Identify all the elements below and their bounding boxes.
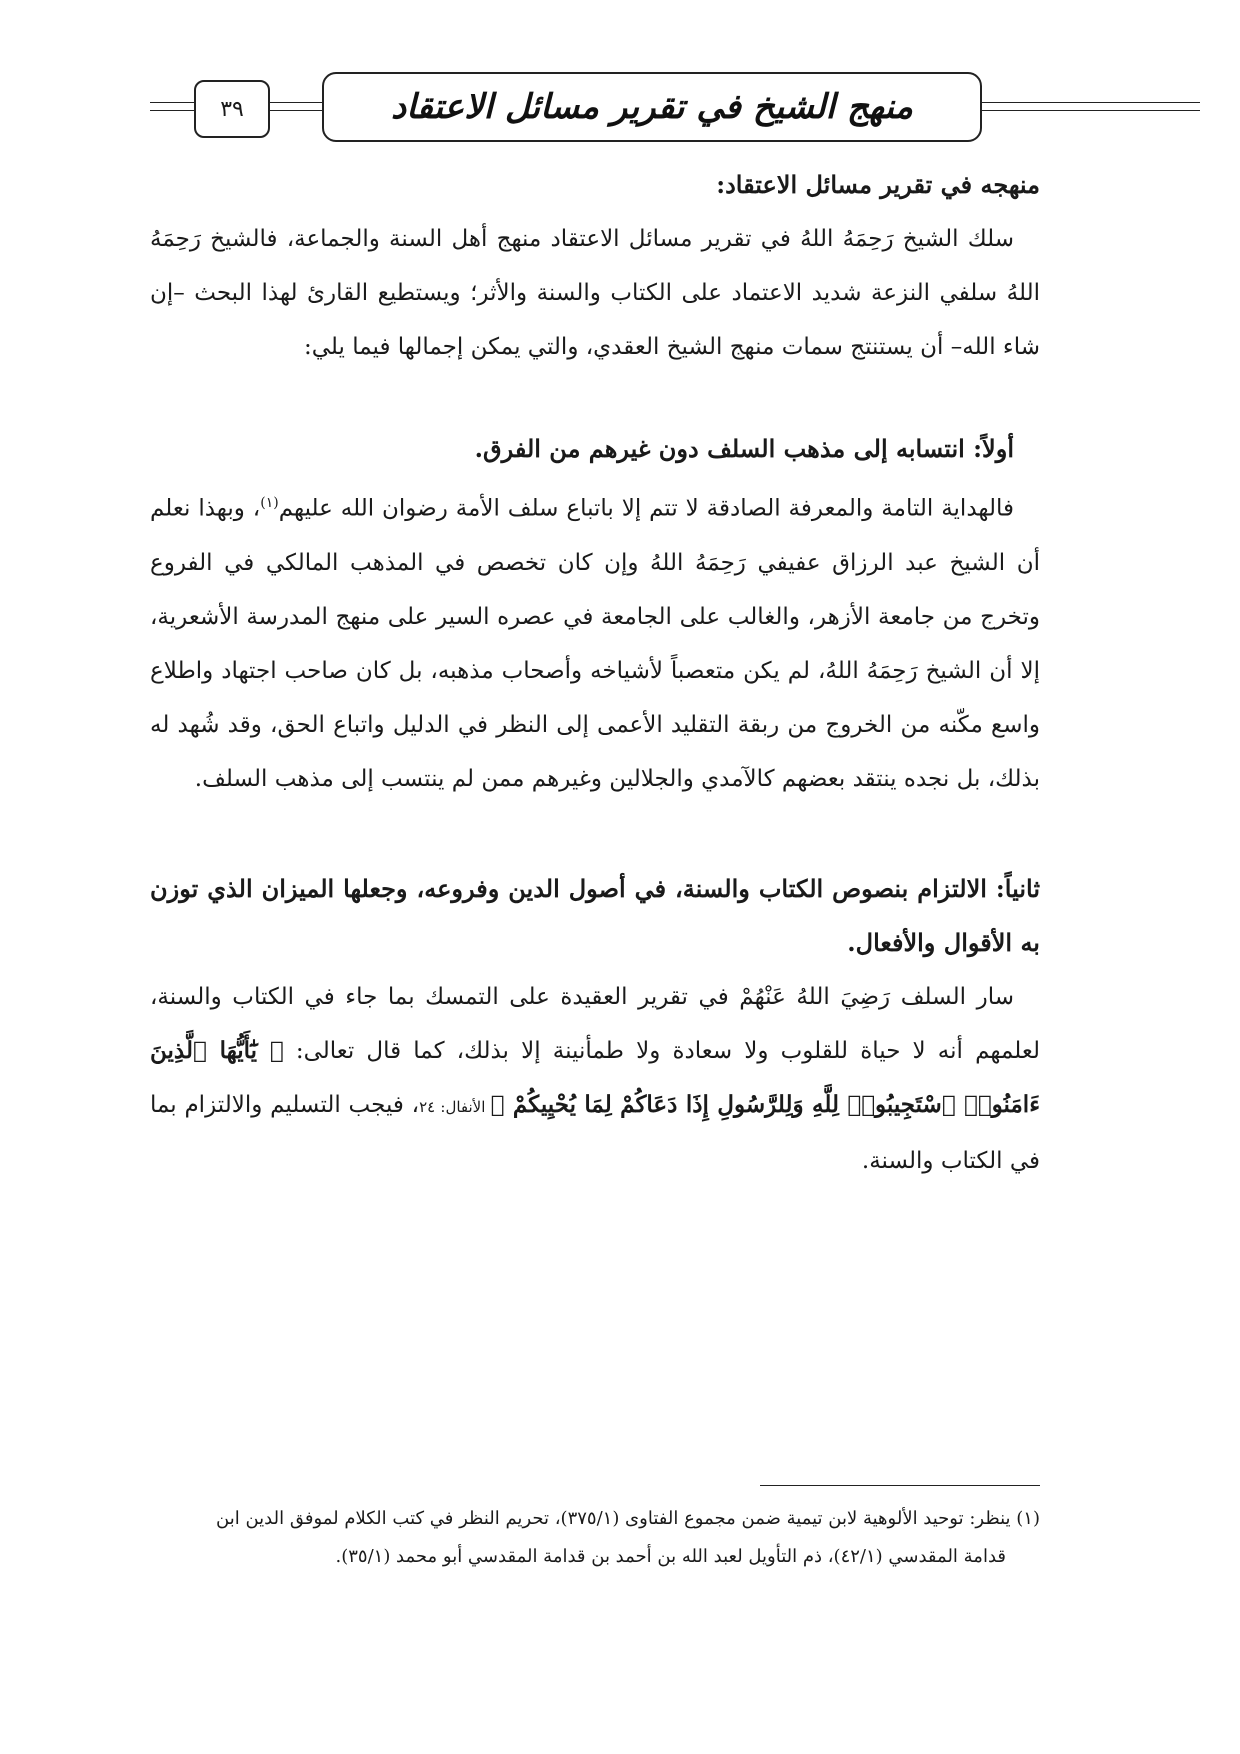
first-paragraph-start: فالهداية التامة والمعرفة الصادقة لا تتم إلا باتباع سلف الأمة رضوان الله عليهم <box>278 495 1014 522</box>
header-rule-left-bottom <box>150 110 194 111</box>
spacer <box>150 374 1040 422</box>
intro-paragraph: سلك الشيخ رَحِمَهُ اللهُ في تقرير مسائل الاعتقاد منهج أهل السنة والجماعة، فالشيخ رَحِمَهُ اللهُ سلفي النزعة شديد الاعتماد على الكتاب والسنة والأثر؛ ويستطيع القارئ لهذا البحث –إن شاء الله– أن يستنتج سمات منهج الشيخ العقدي، والتي يمكن إجمالها فيما يلي: <box>150 226 1040 360</box>
footnote-separator <box>760 1485 1040 1486</box>
second-paragraph-start: سار السلف رَضِيَ اللهُ عَنْهُمْ في تقرير العقيدة على التمسك بما جاء في الكتاب والسنة، لعلمهم أنه لا حياة للقلوب ولا سعادة ولا طمأنينة إلا بذلك، كما قال تعالى: <box>150 983 1040 1064</box>
quran-verse: ﴿ يَٰٓأَيُّهَا ٱلَّذِينَ ءَامَنُوا۟ ٱسْتَجِيبُوا۟ لِلَّهِ وَلِلرَّسُولِ إِذَا دَعَاكُمْ لِمَا يُحْيِيكُمْ ﴾ <box>150 1036 1041 1118</box>
page-number: ٣٩ <box>220 96 244 122</box>
section-title: منهجه في تقرير مسائل الاعتقاد: <box>716 170 1040 199</box>
first-heading: أولاً: انتسابه إلى مذهب السلف دون غيرهم من الفرق. <box>474 434 1014 463</box>
second-paragraph <box>150 970 1040 1188</box>
header-rule-right-top <box>982 102 1200 103</box>
footnote-line-1: (١) ينظر: توحيد الألوهية لابن تيمية ضمن مجموع الفتاوى (٣٧٥/١)، تحريم النظر في كتب الكلام لموفق الدين ابن <box>216 1508 1040 1529</box>
spacer <box>150 806 1040 862</box>
first-paragraph <box>150 476 1040 806</box>
header-rule-middle-bottom <box>270 110 322 111</box>
footnote-marker: (١) <box>260 495 279 511</box>
header-rule-middle-top <box>270 102 322 103</box>
header-rule-left-top <box>150 102 194 103</box>
header-title: منهج الشيخ في تقرير مسائل الاعتقاد <box>390 87 914 127</box>
first-paragraph-rest: ، وبهذا نعلم أن الشيخ عبد الرزاق عفيفي رَحِمَهُ اللهُ وإن كان تخصص في المذهب المالكي في الفروع وتخرج من جامعة الأزهر، والغالب على الجامعة في عصره السير على منهج المدرسة الأشعرية، إلا أن الشيخ رَحِمَهُ اللهُ، لم يكن متعصباً لأشياخه وأصحاب مذهبه، بل كان صاحب اجتهاد واطلاع واسع مكّنه من الخروج من ربقة التقليد الأعمى إلى النظر في الدليل واتباع الحق، وقد شُهد له بذلك، بل نجده ينتقد بعضهم كالآمدي والجلالين وغيرهم ممن لم ينتسب إلى مذهب السلف. <box>150 495 1040 792</box>
quran-reference: الأنفال: ٢٤ <box>419 1097 491 1116</box>
second-paragraph-end: ، فيجب التسليم والالتزام بما في الكتاب والسنة. <box>150 1091 1040 1174</box>
footnotes <box>150 1500 1040 1576</box>
main-content <box>150 158 1040 1188</box>
second-heading: ثانياً: الالتزام بنصوص الكتاب والسنة، في أصول الدين وفروعه، وجعلها الميزان الذي توزن به الأقوال والأفعال. <box>150 873 1040 957</box>
header-rule-right-bottom <box>982 110 1200 111</box>
footnote-line-2: قدامة المقدسي (٤٢/١)، ذم التأويل لعبد الله بن أحمد بن قدامة المقدسي أبو محمد (٣٥/١). <box>335 1546 1006 1567</box>
page-number-box <box>194 80 270 138</box>
header-title-box <box>322 72 982 142</box>
